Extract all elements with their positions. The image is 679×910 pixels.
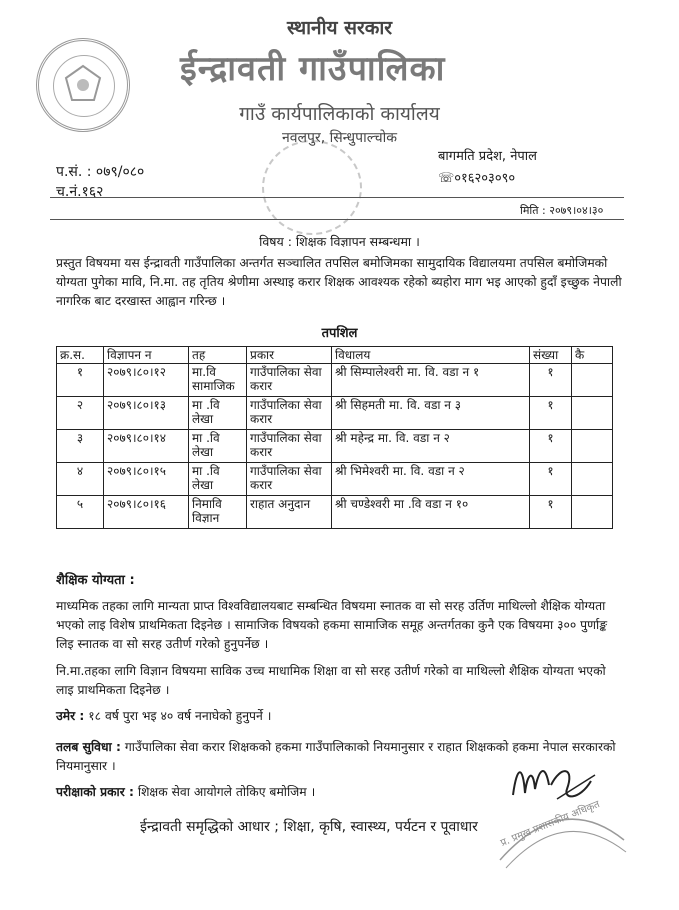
cell-count: १ <box>530 496 572 529</box>
cell-type: गाउँपालिका सेवा करार <box>247 430 332 463</box>
header-office-name: गाउँ कार्यपालिकाको कार्यालय <box>239 103 440 125</box>
cell-remarks <box>572 463 613 496</box>
cell-school: श्री सिहमती मा. वि. वडा न ३ <box>332 397 530 430</box>
header-address: नवलपुर, सिन्धुपाल्चोक <box>281 130 398 146</box>
header-local-government: स्थानीय सरकार <box>286 17 393 39</box>
header-level: तह <box>189 347 247 364</box>
cell-serial: १ <box>57 364 104 397</box>
dispatch-number: च.नं.१६२ <box>56 184 104 200</box>
table-row <box>57 463 613 496</box>
phone-number: ☏०१६२०३०९० <box>438 171 516 186</box>
cell-type: राहात अनुदान <box>247 496 332 529</box>
table-row <box>57 496 613 529</box>
divider-line-top <box>50 197 624 198</box>
cell-level: मा .वि लेखा <box>189 430 247 463</box>
cell-level: मा .वि लेखा <box>189 397 247 430</box>
cell-type: गाउँपालिका सेवा करार <box>247 364 332 397</box>
cell-serial: २ <box>57 397 104 430</box>
cell-ad-number: २०७९।८०।१५ <box>104 463 189 496</box>
header-municipality-name: ईन्द्रावती गाउँपालिका <box>180 49 446 89</box>
cell-ad-number: २०७९।८०।१३ <box>104 397 189 430</box>
cell-count: १ <box>530 430 572 463</box>
cell-level: मा .वि लेखा <box>189 463 247 496</box>
header-serial: क्र.स. <box>57 347 104 364</box>
header-count: संख्या <box>530 347 572 364</box>
age-label: उमेर : <box>56 709 85 723</box>
age-text: १८ वर्ष पुरा भइ ४० वर्ष ननाघेको हुनुपर्ने । <box>88 709 272 723</box>
exam-label: परीक्षाको प्रकार : <box>56 785 134 799</box>
cell-type: गाउँपालिका सेवा करार <box>247 397 332 430</box>
cell-remarks <box>572 430 613 463</box>
cell-count: १ <box>530 364 572 397</box>
officer-stamp-text: प्र. प्रमुख प्रशासकीय अधिकृत <box>499 799 602 849</box>
cell-level: निमावि विज्ञान <box>189 496 247 529</box>
table-title: तपशिल <box>321 326 358 341</box>
age-requirement <box>56 707 624 726</box>
cell-remarks <box>572 397 613 430</box>
salary-label: तलब सुविधा : <box>56 740 121 754</box>
cell-school: श्री भिमेश्वरी मा. वि. वडा न २ <box>332 463 530 496</box>
cell-remarks <box>572 364 613 397</box>
cell-ad-number: २०७९।८०।१४ <box>104 430 189 463</box>
office-stamp-faint <box>262 140 362 235</box>
cell-count: १ <box>530 463 572 496</box>
table-header-row <box>57 347 613 364</box>
province-label: बागमति प्रदेश, नेपाल <box>438 149 537 164</box>
cell-serial: ३ <box>57 430 104 463</box>
header-type: प्रकार <box>247 347 332 364</box>
salary-text: गाउँपालिका सेवा करार शिक्षकको हकमा गाउँपालिकाको नियमानुसार र राहात शिक्षकको हकमा नेपाल सरकारको नियमानुसार । <box>56 740 616 773</box>
header-ad-number: विज्ञापन न <box>104 347 189 364</box>
cell-serial: ४ <box>57 463 104 496</box>
cell-school: श्री चण्डेश्वरी मा .वि वडा न १० <box>332 496 530 529</box>
exam-text: शिक्षक सेवा आयोगले तोकिए बमोजिम । <box>137 785 316 799</box>
header-school: विधालय <box>332 347 530 364</box>
intro-paragraph: प्रस्तुत विषयमा यस ईन्द्रावती गाउँपालिका अन्तर्गत सञ्चालित तपसिल बमोजिमका सामुदायिक विद्यालयमा तपसिल बमोजिमको योग्यता पुगेका मावि, नि.मा. तह तृतिय श्रेणीमा अस्थाइ करार शिक्षक आवश्यक रहेको ब्यहोरा माग भइ आएको हुदाँ इच्छुक नेपाली नागरिक बाट दरखास्त आह्वान गरिन्छ । <box>56 256 622 308</box>
cell-type: गाउँपालिका सेवा करार <box>247 463 332 496</box>
letter-date: मिति : २०७९।०४।३० <box>520 204 604 217</box>
cell-remarks <box>572 496 613 529</box>
footer-slogan: ईन्द्रावती समृद्धिको आधार ; शिक्षा, कृषि, स्वास्थ्य, पर्यटन र पूवाधार <box>140 819 478 835</box>
table-row <box>57 397 613 430</box>
qualification-secondary-paragraph: माध्यमिक तहका लागि मान्यता प्राप्त विश्वविद्यालयबाट सम्बन्धित विषयमा स्नातक वा सो सरह उर्तिण माथिल्लो शैक्षिक योग्यता भएको लाइ विशेष प्राथमिकता दिइनेछ । सामाजिक विषयको हकमा सामाजिक समूह अन्तर्गतका कुनै एक विषयमा ३०० पुर्णाङ्क लिइ स्नातक वा सो सरह उतीर्ण गरेको हुनुपर्नेछ । <box>56 599 608 651</box>
qualification-lower-secondary-paragraph: नि.मा.तहका लागि विज्ञान विषयमा साविक उच्च माधामिक शिक्षा वा सो सरह उतीर्ण गरेको वा माथिल्लो शैक्षिक योग्यता भएको लाइ प्राथमिकता दिइनेछ । <box>56 664 606 697</box>
cell-level: मा.वि सामाजिक <box>189 364 247 397</box>
letter-subject: विषय : शिक्षक विज्ञापन सम्बन्धमा । <box>259 234 420 249</box>
cell-school: श्री सिम्पालेश्वरी मा. वि. वडा न १ <box>332 364 530 397</box>
vacancy-table <box>56 346 613 529</box>
cell-ad-number: २०७९।८०।१२ <box>104 364 189 397</box>
divider-line-bottom <box>50 219 624 220</box>
letter-number: प.सं. : ०७९/०८० <box>56 164 145 180</box>
cell-ad-number: २०७९।८०।१६ <box>104 496 189 529</box>
header-remarks: कै <box>572 347 613 364</box>
table-row <box>57 430 613 463</box>
cell-school: श्री महेन्द्र मा. वि. वडा न २ <box>332 430 530 463</box>
table-row <box>57 364 613 397</box>
qualification-heading: शैक्षिक योग्यता : <box>56 573 135 588</box>
cell-count: १ <box>530 397 572 430</box>
cell-serial: ५ <box>57 496 104 529</box>
